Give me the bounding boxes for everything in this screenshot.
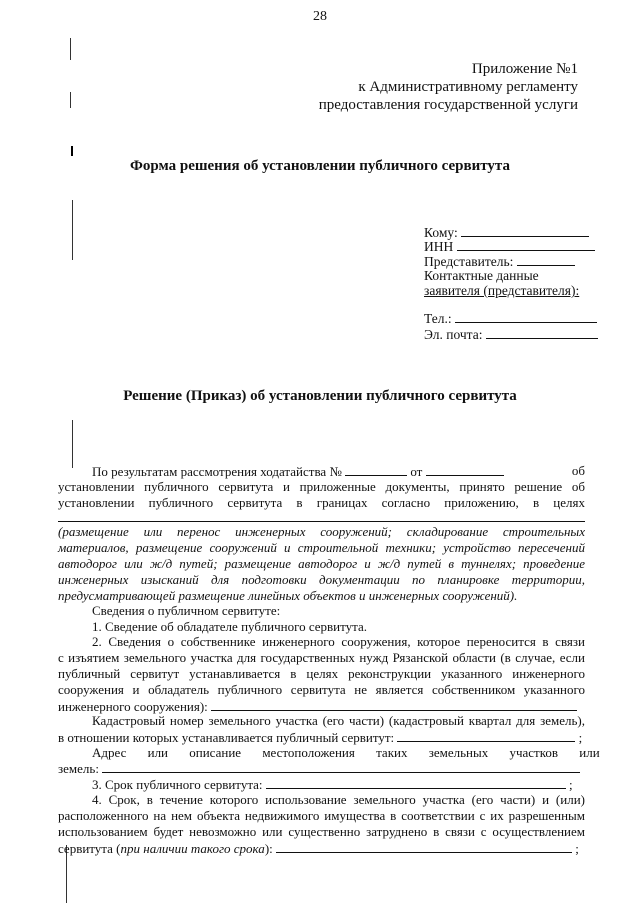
cadastral-text: в отношении которых устанавливается публичный сервитут: (58, 730, 395, 745)
requisite-contacts-1: Контактные данные (424, 268, 539, 283)
item-3 (92, 776, 573, 793)
purpose-line-3: автодорог или ж/д путей; размещение автодорог и ж/д путей в туннелях; проведение (58, 556, 585, 571)
address-line-1: Адрес или описание местоположения таких земельных участков или (92, 745, 600, 760)
cadastral-field[interactable] (397, 729, 575, 742)
item-4-semicolon: ; (575, 841, 579, 856)
purpose-field[interactable] (58, 521, 585, 522)
servitude-info-heading: Сведения о публичном сервитуте: (92, 603, 281, 618)
item-4-line-4 (58, 840, 579, 857)
requisite-to-label: Кому: (424, 225, 458, 240)
p1-line-3: установлении публичного сервитута в границах согласно приложению, в целях (58, 495, 585, 510)
scan-mark (72, 420, 73, 468)
term-field[interactable] (266, 776, 566, 789)
item-4-line-3: использованием будет невозможно или существенно затруднено в связи с осуществлением (58, 824, 585, 839)
cadastral-line-1: Кадастровый номер земельного участка (его части) (кадастровый квартал для земель), (92, 713, 585, 728)
requisite-phone (424, 310, 597, 327)
item-4-line-1: 4. Срок, в течение которого использование земельного участка (его части) и (или) (92, 792, 585, 807)
requisite-representative-label: Представитель: (424, 254, 514, 269)
phone-field[interactable] (455, 310, 597, 323)
item-1: 1. Сведение об обладателе публичного сервитута. (92, 619, 368, 634)
owner-field[interactable] (211, 698, 577, 711)
purpose-line-5: предусматривающей размещение линейных объектов и инженерных сооружений). (58, 588, 518, 603)
appendix-line-2: к Административному регламенту (358, 79, 578, 95)
restriction-term-field[interactable] (276, 840, 572, 853)
purpose-line-1: (размещение или перенос инженерных сооружений; складирование строительных (58, 524, 585, 539)
requisite-email (424, 326, 598, 343)
requisite-email-label: Эл. почта: (424, 327, 483, 342)
requisite-phone-label: Тел.: (424, 311, 452, 326)
p1-text-b: от (410, 464, 423, 479)
item-4-text-b: при наличии такого срока (120, 841, 265, 856)
address-field[interactable] (102, 760, 580, 773)
p1-line-1 (92, 463, 585, 480)
form-title: Форма решения об установлении публичного сервитута (130, 158, 510, 174)
item-3-semicolon: ; (569, 777, 573, 792)
purpose-line-2: материалов, размещение сооружений и строительной техники; устройство пересечений (58, 540, 585, 555)
item-2-line-3: публичный сервитут устанавливается в целях реконструкции указанного инженерного (58, 666, 585, 681)
item-4-text-c: ): (264, 841, 273, 856)
p1-text-a: По результатам рассмотрения ходатайства № (92, 464, 342, 479)
appendix-line-1: Приложение №1 (471, 61, 578, 77)
inn-field[interactable] (457, 238, 595, 251)
address-text: земель: (58, 761, 99, 776)
cadastral-semicolon: ; (578, 730, 583, 745)
petition-number-field[interactable] (345, 463, 407, 476)
item-2-line-1: 2. Сведения о собственнике инженерного сооружения, которое переносится в связи (92, 634, 585, 649)
purpose-line-4: инженерных изысканий для подготовки документации по планировке территории, (58, 572, 585, 587)
email-field[interactable] (486, 326, 598, 339)
appendix-line-3: предоставления государственной услуги (318, 97, 578, 113)
representative-field[interactable] (517, 253, 575, 266)
item-3-text: 3. Срок публичного сервитута: (92, 777, 263, 792)
requisite-contacts-2: заявителя (представителя): (424, 283, 580, 298)
item-2-text: инженерного сооружения): (58, 699, 208, 714)
cadastral-line-2 (58, 729, 582, 746)
scan-mark (70, 92, 71, 108)
address-line-2 (58, 760, 580, 777)
item-2-line-4: сооружения и обладатель публичного сервитута не является собственником указанного (58, 682, 585, 697)
scan-mark (71, 146, 73, 156)
page-number: 28 (313, 9, 327, 24)
requisite-inn-label: ИНН (424, 239, 454, 254)
decision-title: Решение (Приказ) об установлении публичного сервитута (123, 388, 517, 404)
scan-mark (70, 38, 71, 60)
petition-date-field[interactable] (426, 463, 504, 476)
item-2-line-2: с изъятием земельного участка для государственных нужд Рязанской области (в случае, если (58, 650, 585, 665)
p1-text-c: об (571, 463, 585, 478)
scan-mark (72, 200, 73, 260)
to-field[interactable] (461, 224, 589, 237)
item-4-text-a: сервитута ( (58, 841, 121, 856)
item-4-line-2: расположенного на нем объекта недвижимого имущества в соответствии с их разрешенным (58, 808, 585, 823)
p1-line-2: установлении публичного сервитута и приложенные документы, принято решение об (58, 479, 585, 494)
